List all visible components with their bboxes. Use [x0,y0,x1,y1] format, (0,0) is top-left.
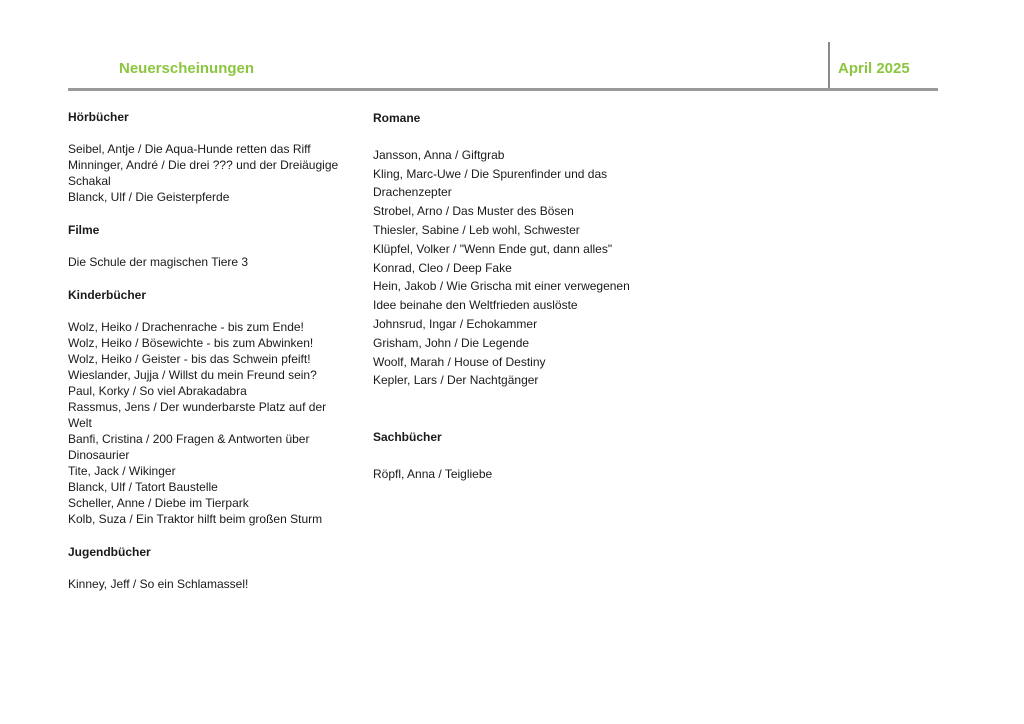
list-item: Woolf, Marah / House of Destiny [373,354,546,369]
list-item: Kinney, Jeff / So ein Schlamassel! [68,577,249,591]
list-item: Wieslander, Jujja / Willst du mein Freund sein? [68,368,317,382]
section-heading: Romane [373,111,421,125]
section-hoerbuecher [68,109,348,205]
list-item: Blanck, Ulf / Tatort Baustelle [68,480,218,494]
list-item: Kling, Marc-Uwe / Die Spurenfinder und das Drachenzepter [373,166,608,200]
list-item: Minninger, André / Die drei ??? und der Dreiäugige Schakal [68,158,339,188]
list-item: Strobel, Arno / Das Muster des Bösen [373,204,574,219]
section-heading: Kinderbücher [68,288,147,302]
issue-date: April 2025 [838,60,910,77]
section-romane [373,109,643,390]
list-item: Konrad, Cleo / Deep Fake [373,260,512,275]
list-item: Hein, Jakob / Wie Grischa mit einer verwegenen Idee beinahe den Weltfrieden auslöste [373,279,630,313]
list-item: Klüpfel, Volker / "Wenn Ende gut, dann alles" [373,241,613,256]
list-item: Kepler, Lars / Der Nachtgänger [373,373,539,388]
list-item: Jansson, Anna / Giftgrab [373,147,505,162]
left-column [68,109,348,609]
section-heading: Sachbücher [373,430,442,445]
section-heading: Filme [68,223,100,237]
page-title: Neuerscheinungen [119,60,255,77]
right-column [373,109,643,484]
list-item: Wolz, Heiko / Geister - bis das Schwein pfeift! [68,352,311,366]
list-item: Tite, Jack / Wikinger [68,464,176,478]
section-kinderbuecher [68,287,348,527]
header-divider-horizontal [68,88,938,91]
list-item: Blanck, Ulf / Die Geisterpferde [68,190,230,204]
list-item: Seibel, Antje / Die Aqua-Hunde retten das Riff [68,142,311,156]
list-item: Johnsrud, Ingar / Echokammer [373,316,538,331]
list-item: Röpfl, Anna / Teigliebe [373,466,493,481]
section-heading: Jugendbücher [68,545,151,559]
section-filme [68,222,348,270]
list-item: Rassmus, Jens / Der wunderbarste Platz auf der Welt [68,400,327,430]
list-item: Paul, Korky / So viel Abrakadabra [68,384,247,398]
list-item: Die Schule der magischen Tiere 3 [68,255,249,269]
list-item: Kolb, Suza / Ein Traktor hilft beim großen Sturm [68,512,323,526]
list-item: Grisham, John / Die Legende [373,335,530,350]
header-divider-vertical [828,42,830,90]
section-heading: Hörbücher [68,110,129,124]
list-item: Wolz, Heiko / Drachenrache - bis zum Ende! [68,320,304,334]
section-jugendbuecher [68,544,348,592]
list-item: Scheller, Anne / Diebe im Tierpark [68,496,249,510]
list-item: Wolz, Heiko / Bösewichte - bis zum Abwinken! [68,336,314,350]
list-item: Banfi, Cristina / 200 Fragen & Antworten über Dinosaurier [68,432,310,462]
list-item: Thiesler, Sabine / Leb wohl, Schwester [373,222,580,237]
section-sachbuecher [373,428,643,484]
